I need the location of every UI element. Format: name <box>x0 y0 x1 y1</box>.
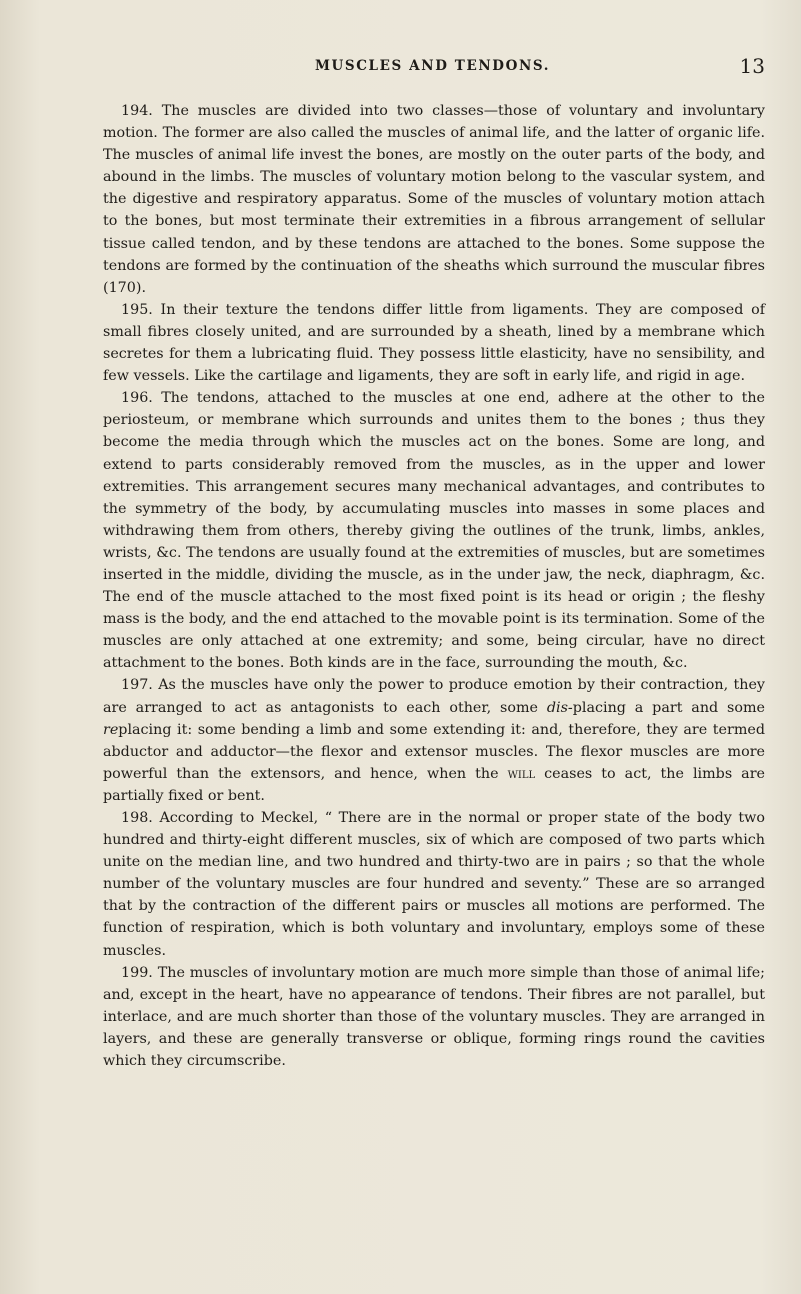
paragraph-text: The muscles of involuntary motion are much more simple than those of animal life; and, except in the heart, have no appearance of tendons. Their fibres are not parallel, but interlace, and are much shorter than those of the voluntary muscles. They are arranged in layers, and these are generally transverse or oblique, forming rings round the cavities which they circumscribe. <box>103 964 765 1070</box>
paragraph-text: The tendons, attached to the muscles at one end, adhere at the other to the periosteum, or membrane which surrounds and unites them to the bones ; thus they become the media through which the muscles act on the bones. Some are long, and extend to parts considerably removed from the muscles, as in the upper and lower extremities. This arrangement secures many mechanical advantages, and contributes to the symmetry of the body, by accumulating muscles into masses in some places and withdrawing them from others, thereby giving the outlines of the trunk, limbs, ankles, wrists, &c. The tendons are usually found at the extremities of muscles, but are sometimes inserted in the middle, dividing the muscle, as in the under jaw, the neck, diaphragm, &c. The end of the muscle attached to the most fixed point is its head or origin ; the fleshy mass is the body, and the end attached to the movable point is its termination. Some of the muscles are only attached at one extremity; and some, being circular, have no direct attachment to the bones. Both kinds are in the face, surrounding the mouth, &c. <box>103 390 766 672</box>
paragraph-number: 194. <box>121 103 153 119</box>
paragraph-199 <box>103 962 765 1072</box>
running-title: MUSCLES AND TENDONS. <box>314 58 551 74</box>
italic-text: dis- <box>546 699 573 716</box>
paragraph-text-part: As the muscles have only the power to produce emotion by their contraction, they are arranged to act as antagonists to each other, some <box>103 677 765 716</box>
paragraph-text-part: placing it: some bending a limb and some extending it: and, therefore, they are termed abductor and adductor—the flexor and extensor muscles. The flexor muscles are more powerful than the extensors, and hence, when the <box>103 721 765 782</box>
paragraph-number: 199. <box>121 964 153 981</box>
paragraph-text: In their texture the tendons differ little from ligaments. They are composed of small fibres closely united, and are surrounded by a sheath, lined by a membrane which secretes for them a lubricating fluid. They possess little elasticity, have no sensibility, and few vessels. Like the cartilage and ligaments, they are soft in early life, and rigid in age. <box>103 301 765 385</box>
paragraph-195 <box>103 299 765 387</box>
small-caps-word: will <box>507 765 536 782</box>
paragraph-number: 197. <box>121 677 153 694</box>
paragraph-198 <box>103 807 765 962</box>
paragraph-194 <box>103 100 765 299</box>
paragraph-number: 198. <box>121 810 153 826</box>
paragraph-text: The muscles are divided into two classes—those of voluntary and involuntary motion. The former are also called the muscles of animal life, and the latter of organic life. The muscles of animal life invest the bones, are mostly on the outer parts of the body, and abound in the limbs. The muscles of voluntary motion belong to the vascular system, and the digestive and respiratory apparatus. Some of the muscles of voluntary motion attach to the bones, but most terminate their extremities in a fibrous arrangement of sellular tissue called tendon, and by these tendons are attached to the bones. Some suppose the tendons are formed by the continuation of the sheaths which surround the muscular fibres (170). <box>103 103 766 296</box>
paragraph-number: 196. <box>121 390 153 407</box>
running-head <box>100 54 765 80</box>
paragraph-number: 195. <box>121 301 153 318</box>
paragraph-196 <box>103 387 765 674</box>
page-number: 13 <box>739 54 765 78</box>
italic-text: re <box>103 721 119 738</box>
paragraph-text-part: placing a part and some <box>572 699 765 716</box>
body-text <box>103 100 765 1072</box>
paragraph-197 <box>103 674 765 807</box>
paragraph-text-part: ceases to act, the limbs are partially fixed or bent. <box>103 765 765 804</box>
paragraph-text: According to Meckel, “ There are in the normal or proper state of the body two hundred and thirty-eight different muscles, six of which are composed of two parts which unite on the median line, and two hundred and thirty-two are in pairs ; so that the whole number of the voluntary muscles are four hundred and seventy.” These are so arranged that by the contraction of the different pairs or muscles all motions are performed. The function of respiration, which is both voluntary and involuntary, employs some of these muscles. <box>103 810 766 959</box>
